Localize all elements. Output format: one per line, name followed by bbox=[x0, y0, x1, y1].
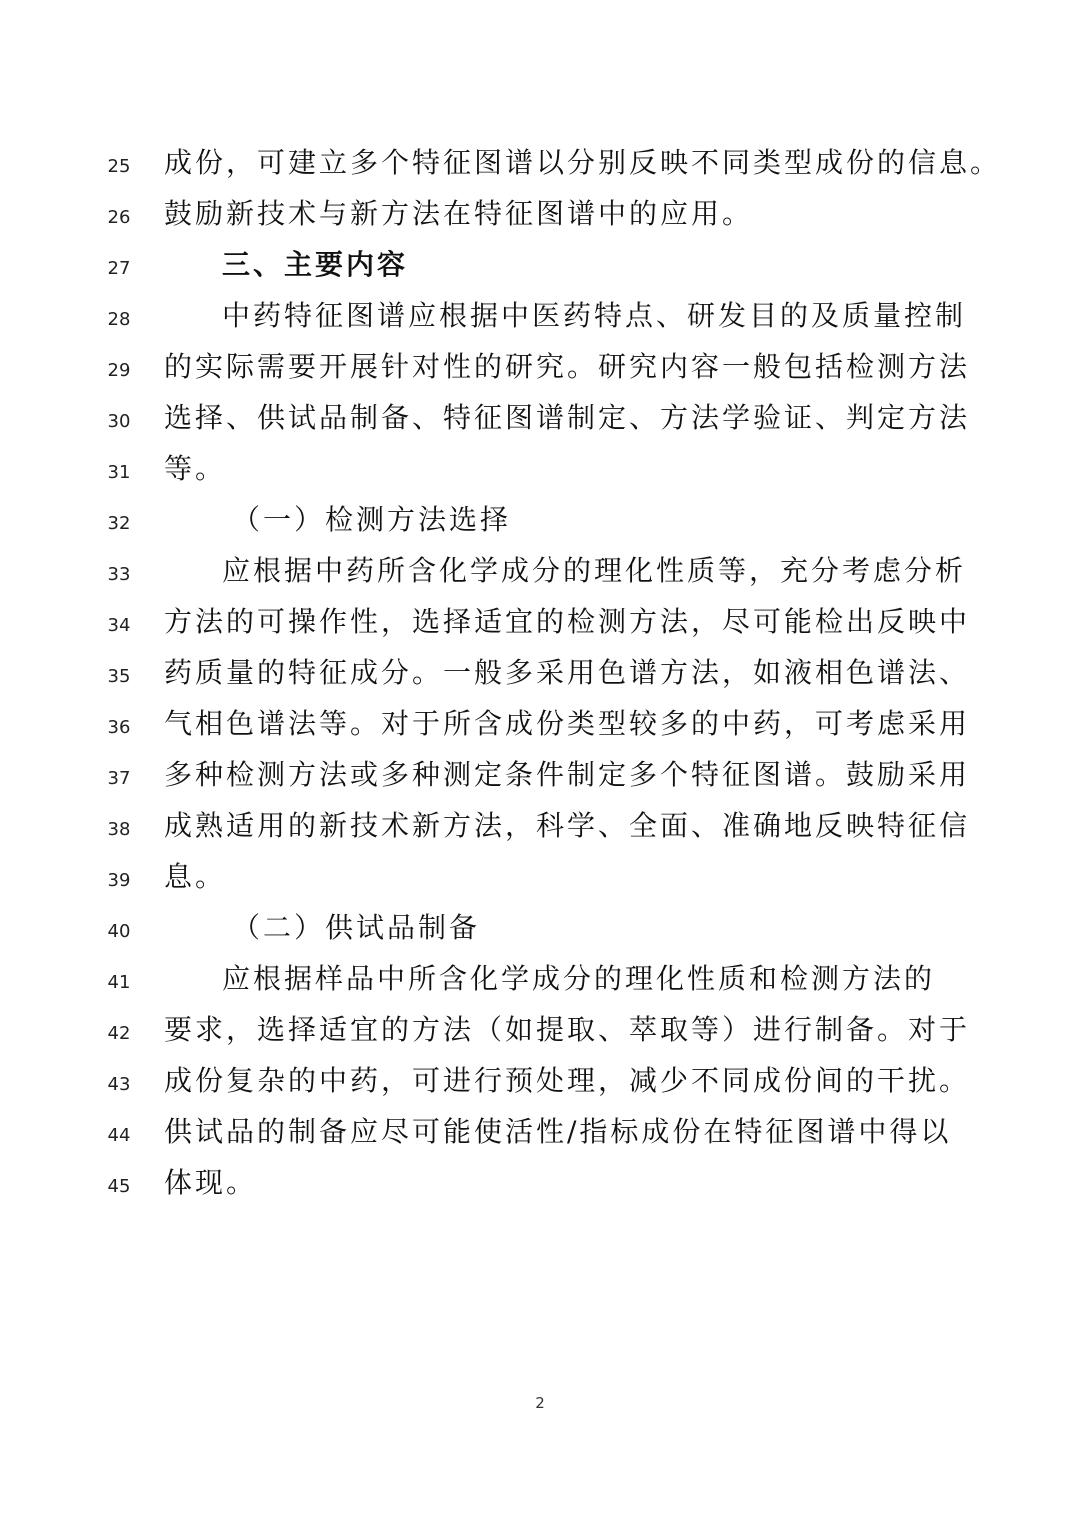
page-number: 2 bbox=[535, 1394, 545, 1412]
text-line-39 bbox=[0, 860, 1080, 911]
text-line-26 bbox=[0, 197, 1080, 248]
line-text: 方法的可操作性，选择适宜的检测方法，尽可能检出反映中 bbox=[164, 605, 971, 638]
line-number: 26 bbox=[107, 207, 131, 228]
text-line-25 bbox=[0, 146, 1080, 197]
line-number: 34 bbox=[107, 615, 131, 636]
line-number: 25 bbox=[107, 156, 131, 177]
line-text: 多种检测方法或多种测定条件制定多个特征图谱。鼓励采用 bbox=[164, 758, 971, 791]
line-text: 鼓励新技术与新方法在特征图谱中的应用。 bbox=[164, 197, 754, 230]
text-line-36 bbox=[0, 707, 1080, 758]
line-number: 36 bbox=[107, 717, 131, 738]
line-number: 32 bbox=[107, 513, 131, 534]
line-text: 成熟适用的新技术新方法，科学、全面、准确地反映特征信 bbox=[164, 809, 971, 842]
text-line-37 bbox=[0, 758, 1080, 809]
line-text: 息。 bbox=[164, 860, 227, 893]
line-text: 药质量的特征成分。一般多采用色谱方法，如液相色谱法、 bbox=[164, 656, 971, 689]
line-number: 35 bbox=[107, 666, 131, 687]
line-number: 41 bbox=[107, 972, 131, 993]
text-line-27 bbox=[0, 248, 1080, 299]
text-line-35 bbox=[0, 656, 1080, 707]
line-text: 中药特征图谱应根据中医药特点、研发目的及质量控制 bbox=[222, 299, 967, 332]
text-line-40 bbox=[0, 911, 1080, 962]
text-line-45 bbox=[0, 1166, 1080, 1217]
line-number: 39 bbox=[107, 870, 131, 891]
line-text: 成份复杂的中药，可进行预处理，减少不同成份间的干扰。 bbox=[164, 1064, 971, 1097]
text-line-34 bbox=[0, 605, 1080, 656]
subsection-heading: （二）供试品制备 bbox=[232, 911, 481, 944]
line-number: 44 bbox=[107, 1125, 131, 1146]
line-text: 气相色谱法等。对于所含成份类型较多的中药，可考虑采用 bbox=[164, 707, 971, 740]
text-line-38 bbox=[0, 809, 1080, 860]
line-text: 的实际需要开展针对性的研究。研究内容一般包括检测方法 bbox=[164, 350, 971, 383]
line-text: 要求，选择适宜的方法（如提取、萃取等）进行制备。对于 bbox=[164, 1013, 971, 1046]
line-number: 31 bbox=[107, 462, 131, 483]
line-number: 40 bbox=[107, 921, 131, 942]
section-heading: 三、主要内容 bbox=[222, 248, 409, 281]
line-number: 28 bbox=[107, 309, 131, 330]
line-number: 27 bbox=[107, 258, 131, 279]
line-text: 成份，可建立多个特征图谱以分别反映不同类型成份的信息。 bbox=[164, 146, 1002, 179]
text-line-44 bbox=[0, 1115, 1080, 1166]
line-text: 供试品的制备应尽可能使活性/指标成份在特征图谱中得以 bbox=[164, 1115, 952, 1148]
line-number: 43 bbox=[107, 1074, 131, 1095]
line-text: 等。 bbox=[164, 452, 227, 485]
line-text: 应根据中药所含化学成分的理化性质等，充分考虑分析 bbox=[222, 554, 967, 587]
line-number: 29 bbox=[107, 360, 131, 381]
subsection-heading: （一）检测方法选择 bbox=[232, 503, 512, 536]
text-line-30 bbox=[0, 401, 1080, 452]
line-number: 42 bbox=[107, 1023, 131, 1044]
line-number: 38 bbox=[107, 819, 131, 840]
line-number: 30 bbox=[107, 411, 131, 432]
text-line-41 bbox=[0, 962, 1080, 1013]
line-text: 应根据样品中所含化学成分的理化性质和检测方法的 bbox=[222, 962, 936, 995]
text-line-33 bbox=[0, 554, 1080, 605]
text-line-43 bbox=[0, 1064, 1080, 1115]
text-line-32 bbox=[0, 503, 1080, 554]
line-number: 45 bbox=[107, 1176, 131, 1197]
text-line-31 bbox=[0, 452, 1080, 503]
text-line-42 bbox=[0, 1013, 1080, 1064]
line-text: 体现。 bbox=[164, 1166, 258, 1199]
text-line-28 bbox=[0, 299, 1080, 350]
line-text: 选择、供试品制备、特征图谱制定、方法学验证、判定方法 bbox=[164, 401, 971, 434]
line-number: 33 bbox=[107, 564, 131, 585]
text-line-29 bbox=[0, 350, 1080, 401]
line-number: 37 bbox=[107, 768, 131, 789]
